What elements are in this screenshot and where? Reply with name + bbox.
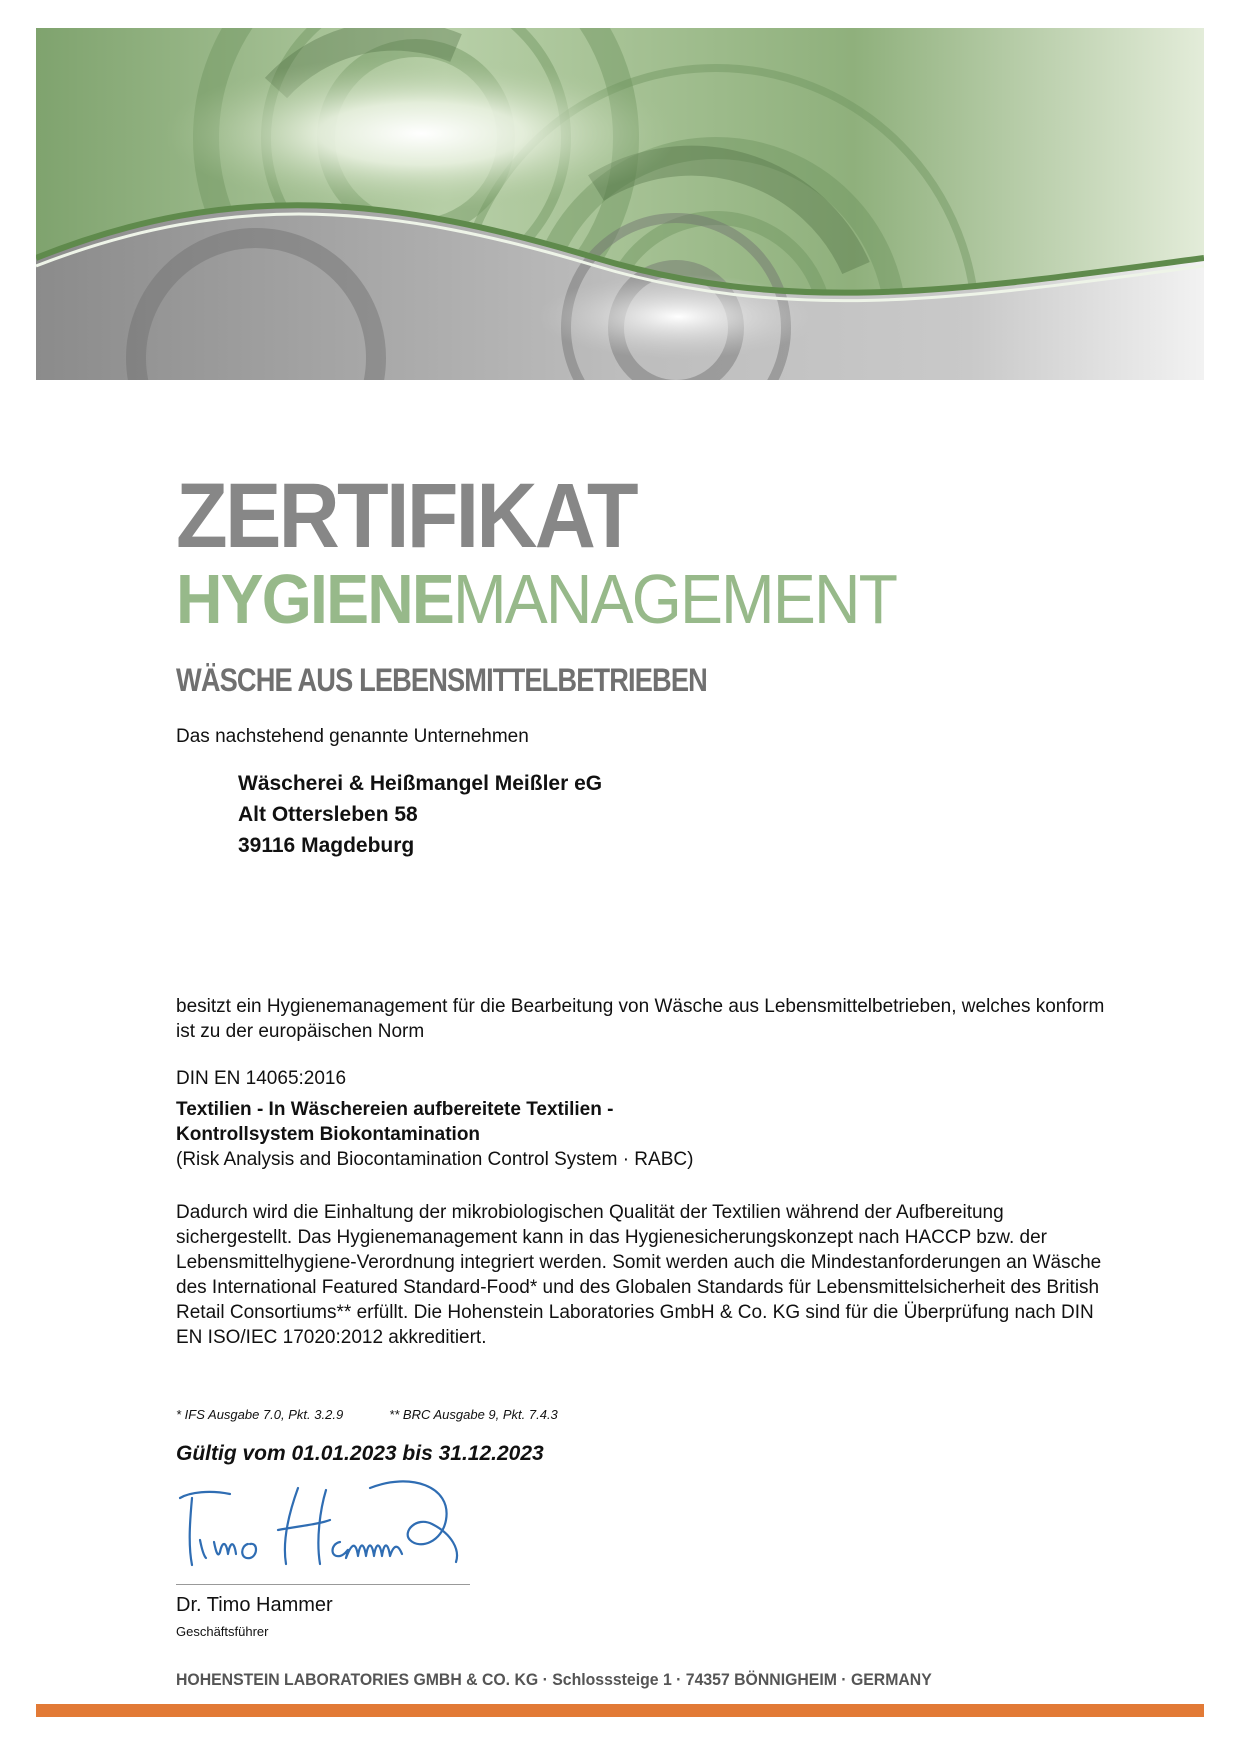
certificate-subject bbox=[176, 560, 897, 638]
footer-accent-bar bbox=[36, 1704, 1204, 1717]
validity-period: Gültig vom 01.01.2023 bis 31.12.2023 bbox=[176, 1442, 544, 1465]
conformity-statement: besitzt ein Hygienemanagement für die Bearbeitung von Wäsche aus Lebensmittelbetrieben, welches konform ist zu der europäischen Norm bbox=[176, 996, 1105, 1042]
signer-name: Dr. Timo Hammer bbox=[176, 1594, 333, 1616]
company-city: 39116 Magdeburg bbox=[238, 834, 415, 857]
signer-role: Geschäftsführer bbox=[176, 1624, 269, 1639]
footnotes bbox=[176, 1407, 558, 1422]
company-address bbox=[238, 768, 602, 861]
header-banner bbox=[36, 28, 1204, 380]
intro-text: Das nachstehend genannte Unternehmen bbox=[176, 726, 529, 747]
company-name: Wäscherei & Heißmangel Meißler eG bbox=[238, 772, 603, 795]
norm-title-line1: Textilien - In Wäschereien aufbereitete Textilien - bbox=[176, 1099, 614, 1120]
footnote-brc: ** BRC Ausgabe 9, Pkt. 7.4.3 bbox=[389, 1407, 558, 1422]
company-street: Alt Ottersleben 58 bbox=[238, 803, 418, 826]
banner-graphic bbox=[36, 28, 1204, 380]
certificate-scope: WÄSCHE AUS LEBENSMITTELBETRIEBEN bbox=[176, 662, 707, 698]
certificate-title: ZERTIFIKAT bbox=[176, 465, 636, 567]
norm-block bbox=[176, 1066, 1116, 1172]
subject-bold: HYGIENE bbox=[176, 560, 453, 638]
norm-english-title: (Risk Analysis and Biocontamination Control System · RABC) bbox=[176, 1149, 694, 1170]
signature-image bbox=[170, 1470, 470, 1580]
footnote-ifs: * IFS Ausgabe 7.0, Pkt. 3.2.9 bbox=[176, 1407, 344, 1422]
subject-light: MANAGEMENT bbox=[452, 560, 897, 638]
norm-title-line2: Kontrollsystem Biokontamination bbox=[176, 1124, 481, 1145]
issuer-footer: HOHENSTEIN LABORATORIES GMBH & CO. KG · Schlosssteige 1 · 74357 BÖNNIGHEIM · GERMANY bbox=[176, 1670, 932, 1689]
signature-line bbox=[176, 1584, 470, 1585]
compliance-text: Dadurch wird die Einhaltung der mikrobiologischen Qualität der Textilien während der Aufbereitung sichergestellt. Das Hygienemanagement kann in das Hygienesicherungskonzept nach HACCP bzw. der Lebensmittelhygiene-Verordnung integriert werden. Somit werden auch die Mindestanforderungen an Wäsche des International Featured Standard-Food* und des Globalen Standards für Lebensmittelsicherheit des British Retail Consortiums** erfüllt. Die Hohenstein Laboratories GmbH & Co. KG sind für die Überprüfung nach DIN EN ISO/IEC 17020:2012 akkreditiert. bbox=[176, 1202, 1102, 1348]
norm-code: DIN EN 14065:2016 bbox=[176, 1068, 347, 1089]
